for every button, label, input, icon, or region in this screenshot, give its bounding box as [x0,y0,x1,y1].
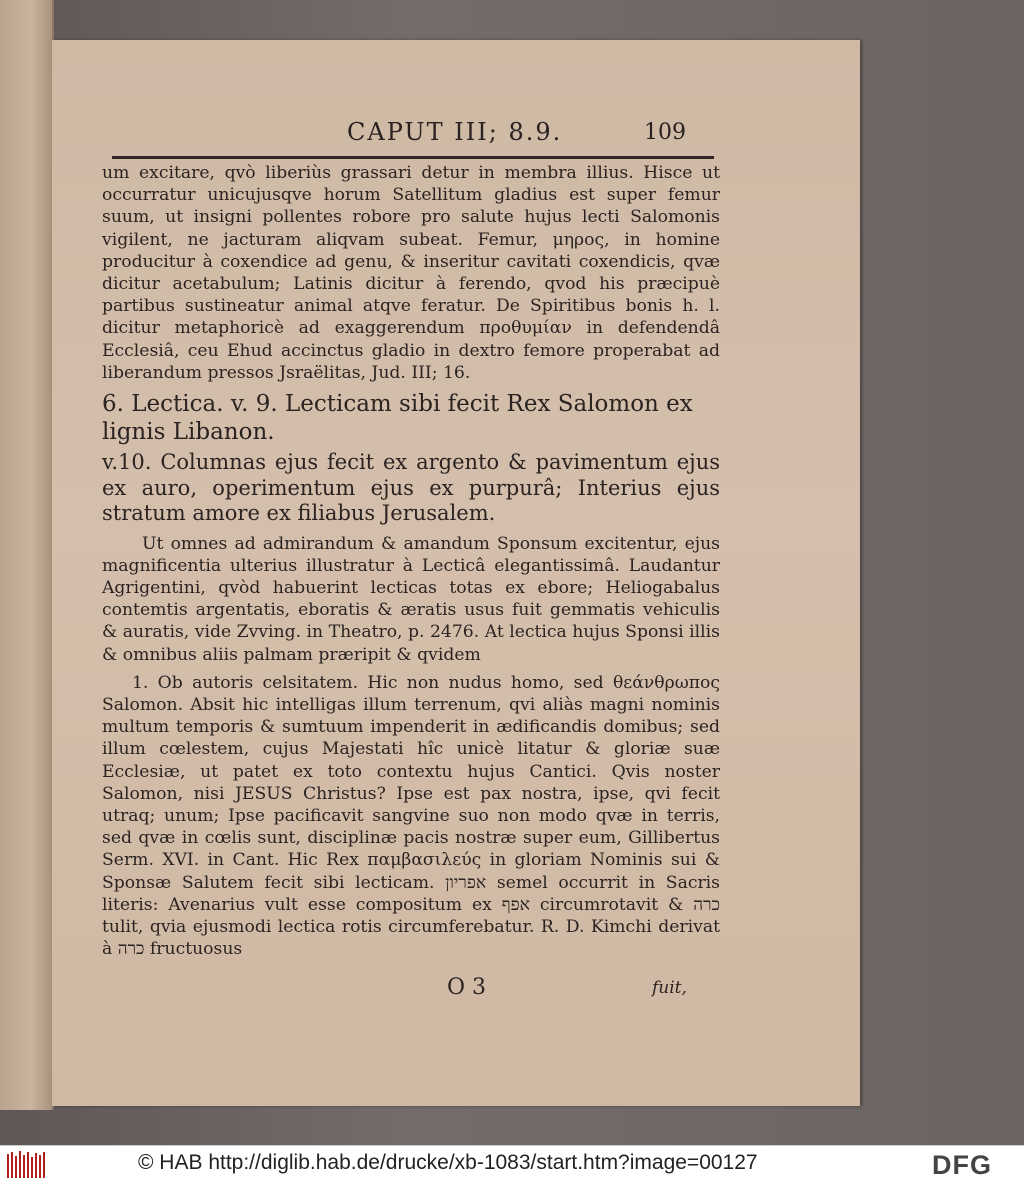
header-rule [112,156,714,159]
paragraph-ob-autoris: 1. Ob autoris celsitatem. Hic non nudus homo, sed θεάνθρωπος Salomon. Absit hic intelligas illum terrenum, qvi aliàs magni nominis multum temporis & sumtuum impenderit in ædificandis domibus; sed illum cœlestem, cujus Majestati hîc unicè litatur & gloriæ suæ Ecclesiæ, ut patet ex toto contextu hujus Cantici. Qvis noster Salomon, nisi JESUS Christus? Ipse est pax nostra, ipse, qvi fecit utraq; unum; Ipse pacificavit sangvine suo non modo qvæ in terris, sed qvæ in cœlis sunt, disciplinæ pacis nostræ super eum, Gillibertus Serm. XVI. in Cant. Hic Rex παμβασιλεύς in gloriam Nominis sui & Sponsæ Salutem fecit sibi lecticam. אפריון semel occurrit in Sacris literis: Avenarius vult esse compositum ex אפף circumrotavit & כרה tulit, qvia ejusmodi lectica rotis circumferebatur. R. D. Kimchi derivat à כרה fructuosus [102,672,720,960]
page-body [102,162,720,960]
hab-logo-icon [6,1150,48,1180]
facing-page-edge [0,0,54,1110]
footer-bar [0,1145,1024,1183]
dfg-logo: DFG [932,1150,992,1180]
verse-10-heading: v.10. Columnas ejus fecit ex argento & pavimentum ejus ex auro, operimentum ejus ex purpurâ; Interius ejus stratum amore ex filiabus Jerusalem. [102,450,720,526]
section-heading-lectica: 6. Lectica. v. 9. Lecticam sibi fecit Rex Salomon ex lignis Libanon. [102,391,693,446]
paragraph-continuation: um excitare, qvò liberiùs grassari detur in membra illius. Hisce ut occurratur unicujusqve horum Satellitum gladius est super femur suum, ut insigni pollentes robore pro salute hujus lecti Salomonis vigilent, ne jacturam aliqvam subeat. Femur, μηρος, in homine producitur à coxendice ad genu, & inseritur cavitati coxendicis, qvæ dicitur acetabulum; Latinis dicitur à ferendo, qvod his præcipuè partibus sustineatur animal atqve feratur. De Spiritibus bonis h. l. dicitur metaphoricè ad exaggerendum προθυμίαν in defendendâ Ecclesiâ, ceu Ehud accinctus gladio in dextro femore properabat ad liberandum pressos Jsraëlitas, Jud. III; 16. [102,163,720,383]
copyright-link[interactable]: © HAB http://diglib.hab.de/drucke/xb-1083/start.htm?image=00127 [138,1151,758,1174]
paragraph-ut-omnes: Ut omnes ad admirandum & amandum Sponsum excitentur, ejus magnificentia ulterius illustratur à Lecticâ elegantissimâ. Laudantur Agrigentini, qvòd habuerint lecticas totas ex ebore; Heliogabalus contemtis argentatis, eboratis & æratis usus fuit gemmatis vehiculis & auratis, vide Zvving. in Theatro, p. 2476. At lectica hujus Sponsi illis & omnibus aliis palmam præripit & qvidem [102,533,720,665]
catchword: fuit, [652,978,687,998]
book-page [52,40,860,1106]
page-number: 109 [644,120,686,145]
signature-mark: O 3 [447,975,487,1000]
running-header: CAPUT III; 8.9. [347,118,563,146]
